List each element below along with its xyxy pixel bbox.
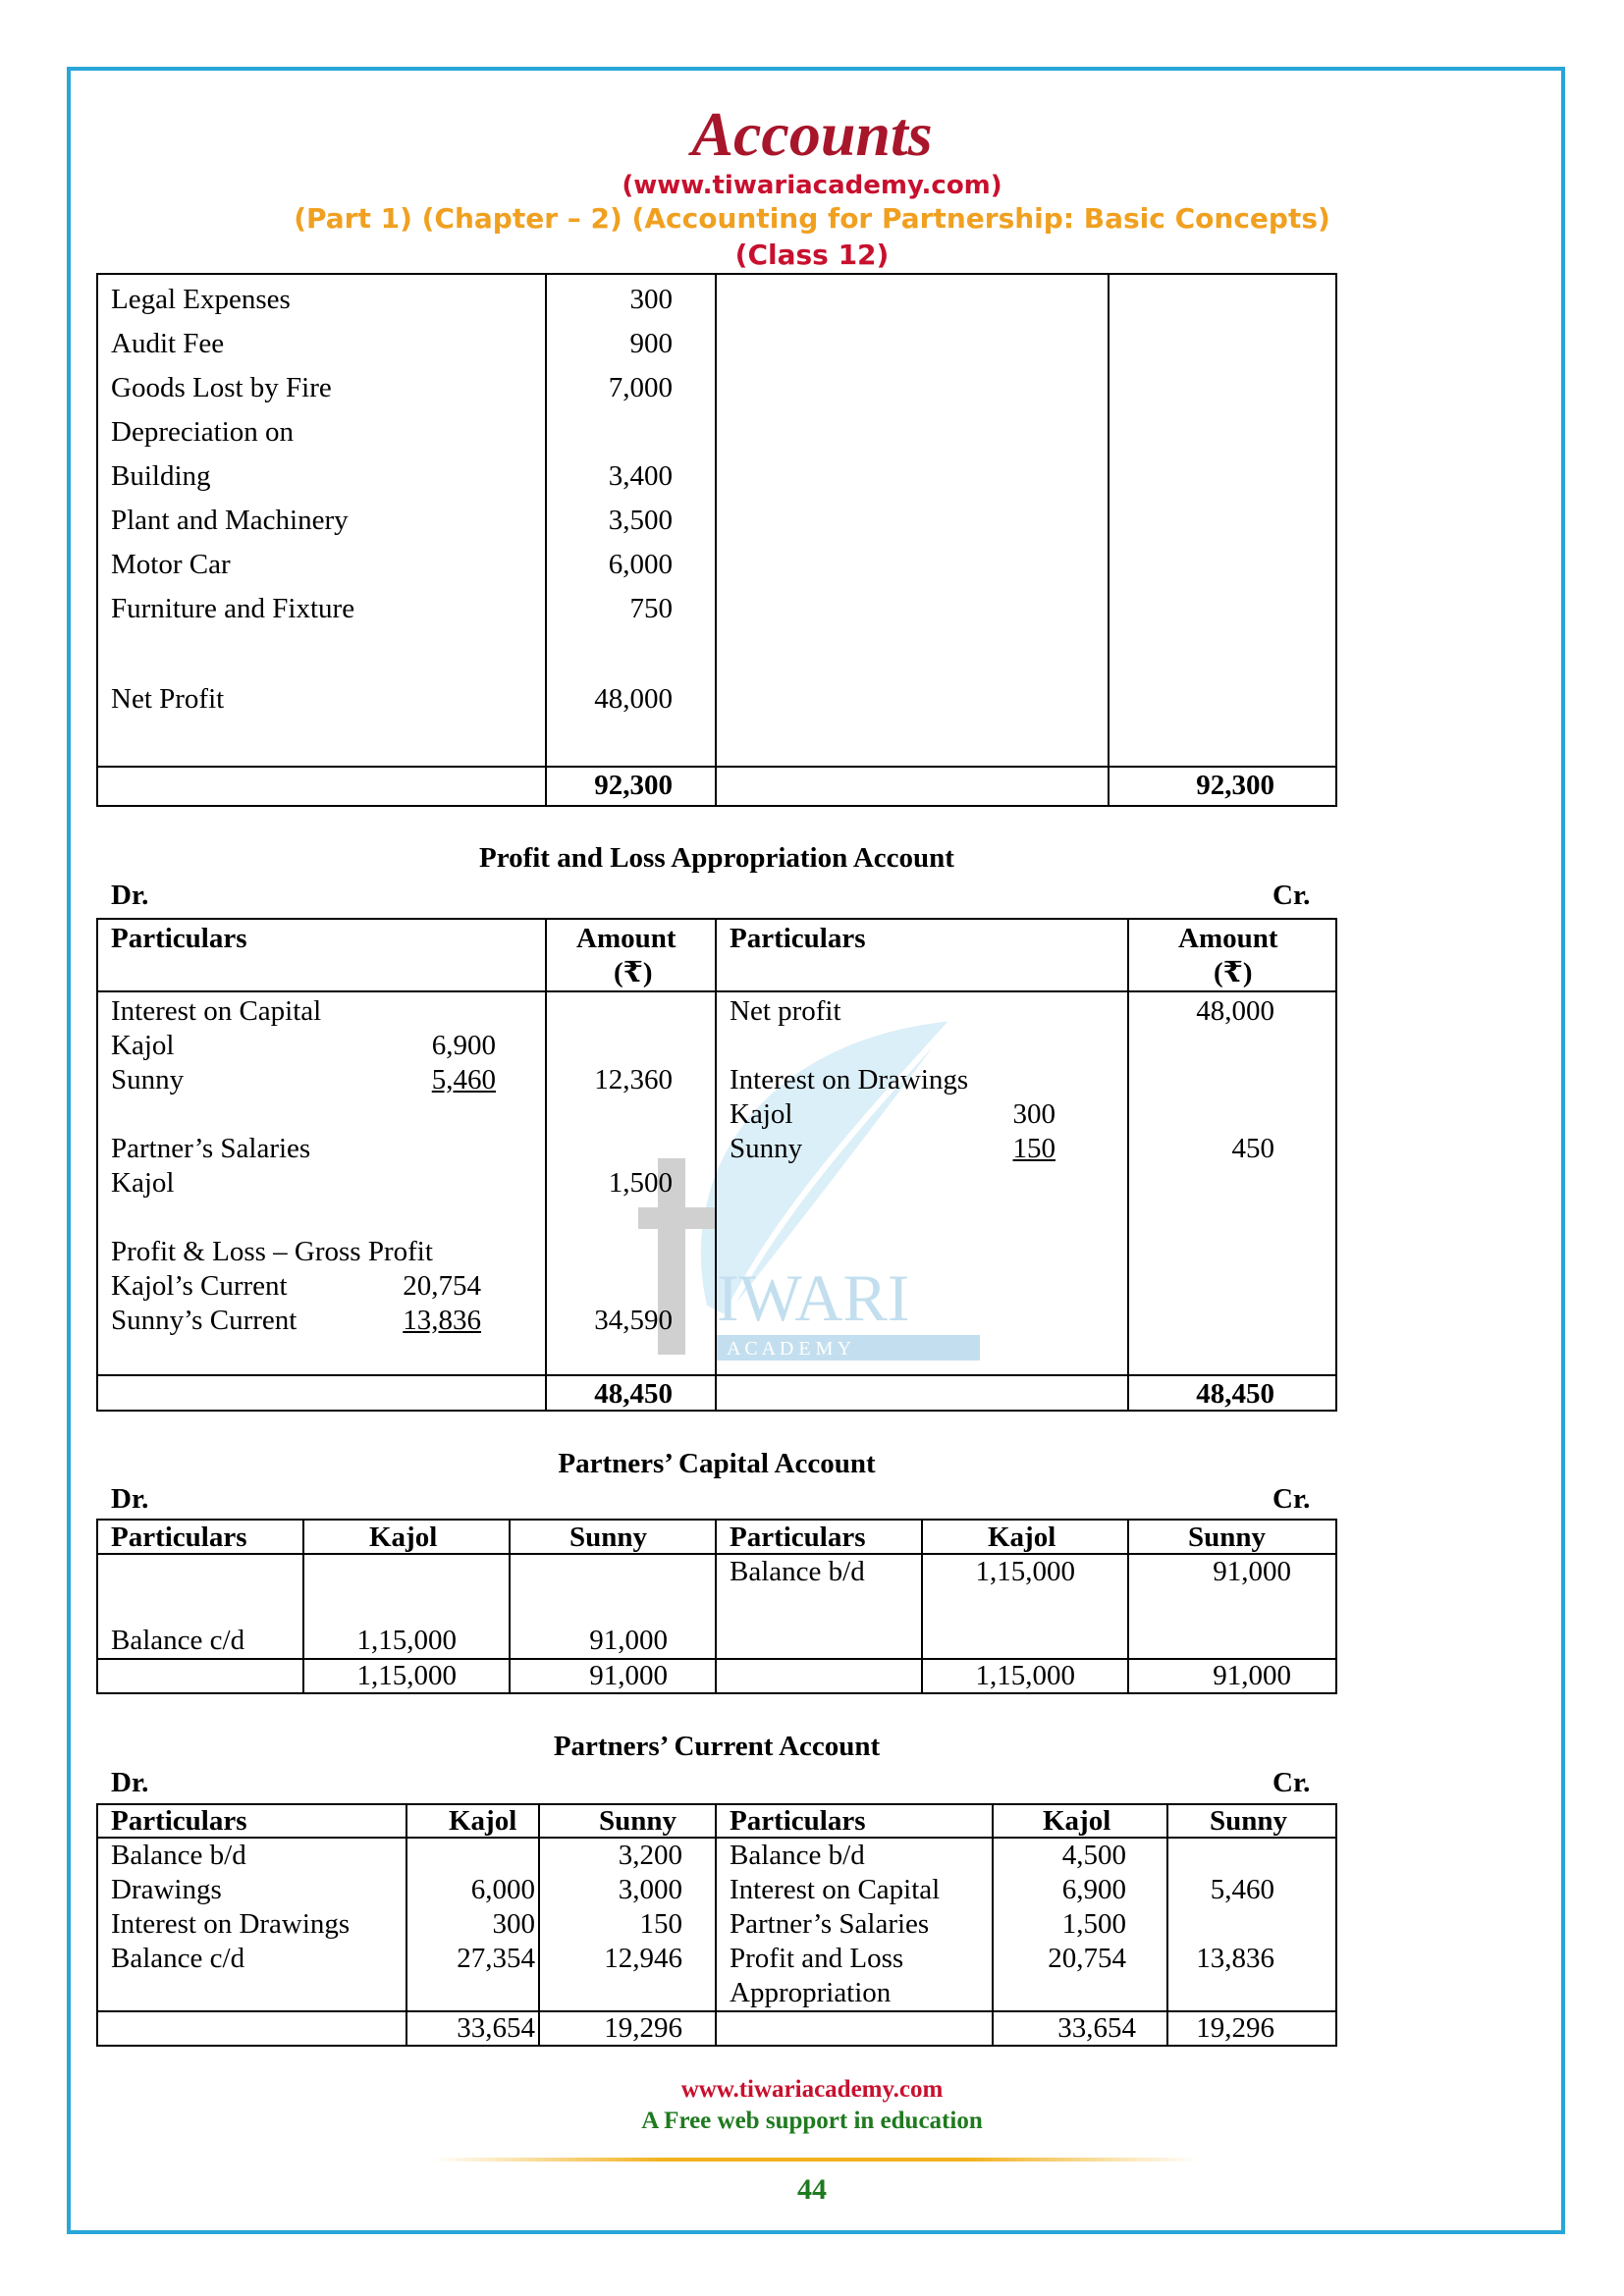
gross-profit-label: Profit & Loss – Gross Profit bbox=[111, 1236, 433, 1267]
pl-row-amount: 3,400 bbox=[608, 460, 673, 492]
capital-total-right-kajol: 1,15,000 bbox=[975, 1660, 1075, 1691]
current-right-label: Balance b/d bbox=[730, 1840, 865, 1871]
pl-row-amount: 750 bbox=[629, 593, 673, 624]
appropriation-col-particulars-left: Particulars bbox=[111, 923, 247, 954]
current-left-sunny: 150 bbox=[639, 1908, 682, 1940]
current-header-kajol-right: Kajol bbox=[1043, 1805, 1111, 1837]
page-number: 44 bbox=[797, 2173, 827, 2206]
capital-header-particulars-left: Particulars bbox=[111, 1522, 247, 1553]
current-left-label: Balance c/d bbox=[111, 1943, 245, 1974]
header-class: (Class 12) bbox=[734, 239, 890, 271]
appropriation-col-amount-right: Amount bbox=[1178, 923, 1278, 954]
pl-row-label: Audit Fee bbox=[111, 328, 225, 359]
interest-capital-sunny-label: Sunny bbox=[111, 1064, 185, 1095]
current-left-sunny: 3,200 bbox=[618, 1840, 682, 1871]
interest-capital-sunny-value: 5,460 bbox=[431, 1064, 496, 1095]
pl-row-label: Legal Expenses bbox=[111, 284, 291, 315]
pl-row-label: Furniture and Fixture bbox=[111, 593, 355, 624]
current-left-kajol: 300 bbox=[492, 1908, 535, 1940]
appropriation-cr: Cr. bbox=[1272, 880, 1311, 911]
capital-balance-bd-sunny: 91,000 bbox=[1213, 1556, 1291, 1587]
drawings-sunny-value: 150 bbox=[1012, 1133, 1056, 1164]
current-right-sunny: 5,460 bbox=[1210, 1874, 1274, 1905]
pl-row-amount: 300 bbox=[629, 284, 673, 315]
current-total-right-kajol: 33,654 bbox=[1057, 2012, 1136, 2044]
current-total-left-kajol: 33,654 bbox=[457, 2012, 535, 2044]
header-site: (www.tiwariacademy.com) bbox=[622, 171, 1002, 200]
pl-row-amount: 3,500 bbox=[608, 505, 673, 536]
current-left-sunny: 12,946 bbox=[604, 1943, 682, 1974]
appropriation-col-amount-left: Amount bbox=[576, 923, 677, 954]
capital-balance-cd-kajol: 1,15,000 bbox=[356, 1625, 457, 1656]
capital-header-kajol-right: Kajol bbox=[988, 1522, 1056, 1553]
kajol-current-value: 20,754 bbox=[403, 1270, 481, 1302]
capital-balance-cd-label: Balance c/d bbox=[111, 1625, 245, 1656]
header-subtitle: (Part 1) (Chapter – 2) (Accounting for Partnership: Basic Concepts) bbox=[294, 202, 1330, 235]
pl-row-label: Depreciation on bbox=[111, 416, 295, 448]
pl-row-label: Plant and Machinery bbox=[111, 505, 349, 536]
capital-header-kajol-left: Kajol bbox=[369, 1522, 438, 1553]
interest-on-drawings-label: Interest on Drawings bbox=[730, 1064, 969, 1095]
current-left-label: Interest on Drawings bbox=[111, 1908, 351, 1940]
current-left-kajol: 6,000 bbox=[470, 1874, 535, 1905]
current-header-sunny-left: Sunny bbox=[599, 1805, 677, 1837]
current-left-label: Drawings bbox=[111, 1874, 222, 1905]
current-left-sunny: 3,000 bbox=[618, 1874, 682, 1905]
pl-row-amount: 6,000 bbox=[608, 549, 673, 580]
pl-row-label: Motor Car bbox=[111, 549, 231, 580]
net-profit-value: 48,000 bbox=[1196, 995, 1274, 1027]
salary-kajol-label: Kajol bbox=[111, 1167, 175, 1199]
appropriation-dr: Dr. bbox=[111, 880, 149, 911]
kajol-current-label: Kajol’s Current bbox=[111, 1270, 288, 1302]
current-right-label: Partner’s Salaries bbox=[730, 1908, 930, 1940]
current-right-kajol: 20,754 bbox=[1048, 1943, 1126, 1974]
current-header-particulars-left: Particulars bbox=[111, 1805, 247, 1837]
capital-balance-bd-label: Balance b/d bbox=[730, 1556, 865, 1587]
interest-capital-kajol-label: Kajol bbox=[111, 1030, 175, 1061]
pl-row-label: Net Profit bbox=[111, 683, 225, 715]
current-header-particulars-right: Particulars bbox=[730, 1805, 866, 1837]
pl-row-amount: 48,000 bbox=[594, 683, 673, 715]
drawings-sunny-label: Sunny bbox=[730, 1133, 803, 1164]
capital-header-particulars-right: Particulars bbox=[730, 1522, 866, 1553]
pl-total-right: 92,300 bbox=[1196, 770, 1274, 801]
partners-salaries-label: Partner’s Salaries bbox=[111, 1133, 311, 1164]
gross-profit-total: 34,590 bbox=[594, 1305, 673, 1336]
capital-total-right-sunny: 91,000 bbox=[1213, 1660, 1291, 1691]
current-header-sunny-right: Sunny bbox=[1210, 1805, 1288, 1837]
current-title: Partners’ Current Account bbox=[553, 1731, 881, 1762]
interest-capital-kajol-value: 6,900 bbox=[431, 1030, 496, 1061]
interest-capital-total: 12,360 bbox=[594, 1064, 673, 1095]
salary-kajol-amount: 1,500 bbox=[608, 1167, 673, 1199]
current-left-label: Balance b/d bbox=[111, 1840, 246, 1871]
current-right-sunny: 13,836 bbox=[1196, 1943, 1274, 1974]
current-right-label: Appropriation bbox=[730, 1977, 892, 2008]
footer-tagline: A Free web support in education bbox=[641, 2108, 983, 2134]
net-profit-label: Net profit bbox=[730, 995, 841, 1027]
drawings-total: 450 bbox=[1231, 1133, 1274, 1164]
current-right-kajol: 1,500 bbox=[1061, 1908, 1126, 1940]
current-right-label: Profit and Loss bbox=[730, 1943, 904, 1974]
sunny-current-label: Sunny’s Current bbox=[111, 1305, 298, 1336]
current-total-right-sunny: 19,296 bbox=[1196, 2012, 1274, 2044]
svg-text:A C A D E M Y: A C A D E M Y bbox=[727, 1338, 852, 1360]
capital-balance-bd-kajol: 1,15,000 bbox=[975, 1556, 1075, 1587]
footer-site: www.tiwariacademy.com bbox=[680, 2076, 944, 2103]
appropriation-total-left: 48,450 bbox=[594, 1378, 673, 1410]
current-right-kajol: 4,500 bbox=[1061, 1840, 1126, 1871]
pl-total-left: 92,300 bbox=[594, 770, 673, 801]
capital-balance-cd-sunny: 91,000 bbox=[589, 1625, 668, 1656]
pl-row-amount: 900 bbox=[629, 328, 673, 359]
appropriation-title: Profit and Loss Appropriation Account bbox=[479, 842, 954, 874]
drawings-kajol-label: Kajol bbox=[730, 1098, 793, 1130]
current-right-label: Interest on Capital bbox=[730, 1874, 941, 1905]
pl-row-label: Goods Lost by Fire bbox=[111, 372, 332, 403]
sunny-current-value: 13,836 bbox=[403, 1305, 481, 1336]
appropriation-col-particulars-right: Particulars bbox=[730, 923, 866, 954]
current-cr: Cr. bbox=[1272, 1767, 1311, 1798]
capital-header-sunny-right: Sunny bbox=[1188, 1522, 1267, 1553]
svg-text:IWARI: IWARI bbox=[717, 1260, 910, 1335]
current-right-kajol: 6,900 bbox=[1061, 1874, 1126, 1905]
capital-title: Partners’ Capital Account bbox=[558, 1448, 876, 1479]
appropriation-total-right: 48,450 bbox=[1196, 1378, 1274, 1410]
current-header-kajol-left: Kajol bbox=[449, 1805, 517, 1837]
capital-total-left-sunny: 91,000 bbox=[589, 1660, 668, 1691]
capital-dr: Dr. bbox=[111, 1483, 149, 1515]
capital-total-left-kajol: 1,15,000 bbox=[356, 1660, 457, 1691]
current-left-kajol: 27,354 bbox=[457, 1943, 535, 1974]
page-title: Accounts bbox=[691, 99, 933, 169]
footer-divider bbox=[432, 2158, 1198, 2162]
appropriation-col-currency-left: (₹) bbox=[614, 957, 653, 988]
pl-row-amount: 7,000 bbox=[608, 372, 673, 403]
capital-cr: Cr. bbox=[1272, 1483, 1311, 1515]
appropriation-col-currency-right: (₹) bbox=[1214, 957, 1253, 988]
drawings-kajol-value: 300 bbox=[1012, 1098, 1056, 1130]
current-dr: Dr. bbox=[111, 1767, 149, 1798]
interest-on-capital-label: Interest on Capital bbox=[111, 995, 322, 1027]
pl-row-label: Building bbox=[111, 460, 211, 492]
current-total-left-sunny: 19,296 bbox=[604, 2012, 682, 2044]
capital-header-sunny-left: Sunny bbox=[569, 1522, 648, 1553]
